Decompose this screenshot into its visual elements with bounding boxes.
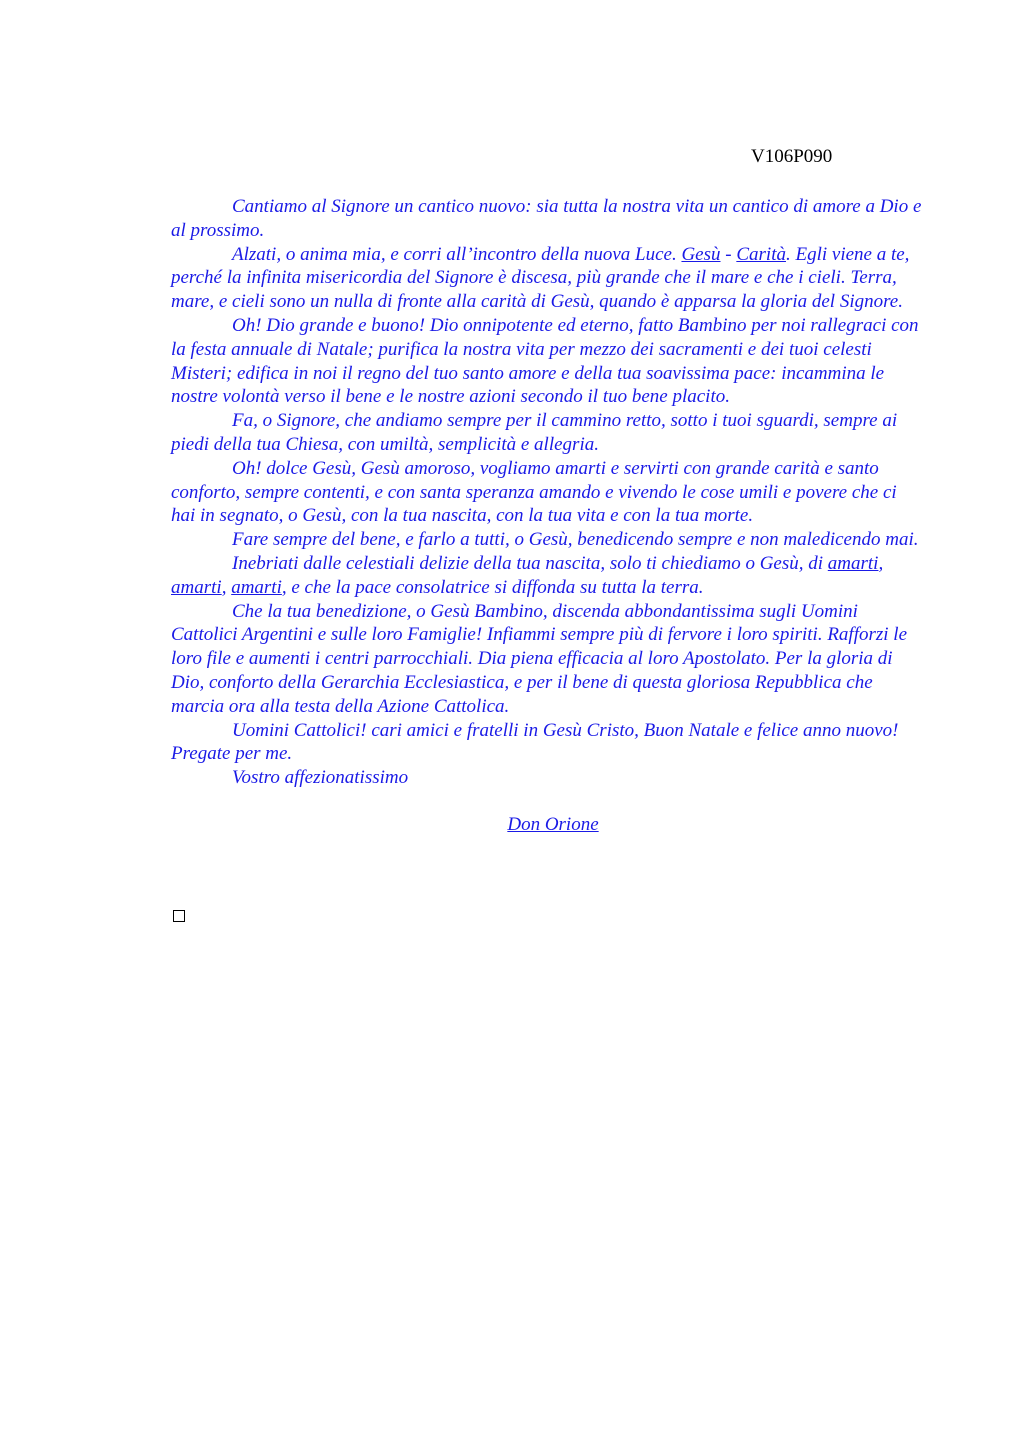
paragraph-2-text-b: . Egli viene a te, perché la infinita misericordia del Signore è discesa, più grande che il mare e che i cieli. Terra, mare, e cieli sono un nulla di fronte alla carità di Gesù, quando è apparsa la gloria del Signore. bbox=[171, 243, 910, 313]
paragraph-2-text-a: Alzati, o anima mia, e corri all’incontro della nuova Luce. bbox=[232, 243, 682, 265]
carita-link[interactable]: Carità bbox=[736, 243, 786, 265]
page-code: V106P090 bbox=[751, 146, 833, 167]
gesu-link[interactable]: Gesù bbox=[681, 243, 721, 265]
paragraph-1: Cantiamo al Signore un cantico nuovo: sia tutta la nostra vita un cantico di amore a Dio e al prossimo. bbox=[171, 196, 922, 241]
amarti-link-3[interactable]: amarti bbox=[231, 576, 282, 598]
paragraph-9: Uomini Cattolici! cari amici e fratelli in Gesù Cristo, Buon Natale e felice anno nuovo! Pregate per me. bbox=[171, 719, 899, 765]
signature-link[interactable]: Don Orione bbox=[507, 813, 599, 835]
paragraph-3: Oh! Dio grande e buono! Dio onnipotente ed eterno, fatto Bambino per noi rallegraci con la festa annuale di Natale; purifica la nostra vita per mezzo dei sacramenti e dei tuoi celesti Misteri; edifica in noi il regno del tuo santo amore e della tua soavissima pace: incammina le nostre volontà verso il bene e le nostre azioni secondo il tuo bene placito. bbox=[171, 314, 919, 408]
signature-line bbox=[171, 813, 923, 837]
paragraph-7-text-b: , e che la pace consolatrice si diffonda su tutta la terra. bbox=[281, 576, 704, 598]
checkbox-square-icon bbox=[173, 910, 185, 922]
paragraph-8: Che la tua benedizione, o Gesù Bambino, discenda abbondantissima sugli Uomini Cattolici Argentini e sulle loro Famiglie! Infiammi sempre più di fervore i loro spiriti. Rafforzi le loro file e aumenti i centri parrocchiali. Dia piena efficacia al loro Apostolato. Per la gloria di Dio, conforto della Gerarchia Ecclesiastica, e per il bene di questa gloriosa Repubblica che marcia ora alla testa della Azione Cattolica. bbox=[171, 600, 908, 717]
paragraph-2 bbox=[171, 243, 923, 314]
paragraph-4: Fa, o Signore, che andiamo sempre per il cammino retto, sotto i tuoi sguardi, sempre ai piedi della tua Chiesa, con umiltà, semplicità e allegria. bbox=[171, 410, 898, 455]
amarti-link-1[interactable]: amarti bbox=[827, 552, 879, 574]
paragraph-6: Fare sempre del bene, e farlo a tutti, o Gesù, benedicendo sempre e non maledicendo mai. bbox=[232, 529, 919, 551]
letter-body bbox=[171, 195, 923, 837]
comma-2: , bbox=[221, 576, 232, 598]
paragraph-7 bbox=[171, 552, 923, 600]
comma-1: , bbox=[878, 552, 884, 574]
paragraph-5: Oh! dolce Gesù, Gesù amoroso, vogliamo amarti e servirti con grande carità e santo conforto, sempre contenti, e con santa speranza amando e vivendo le cose umili e povere che ci hai in segnato, o Gesù, con la tua nascita, con la tua vita e con la tua morte. bbox=[171, 457, 897, 527]
paragraph-7-text-a: Inebriati dalle celestiali delizie della tua nascita, solo ti chiediamo o Gesù, di bbox=[232, 552, 828, 574]
amarti-link-2[interactable]: amarti bbox=[171, 576, 222, 598]
separator: - bbox=[720, 243, 737, 265]
closing: Vostro affezionatissimo bbox=[232, 767, 409, 789]
